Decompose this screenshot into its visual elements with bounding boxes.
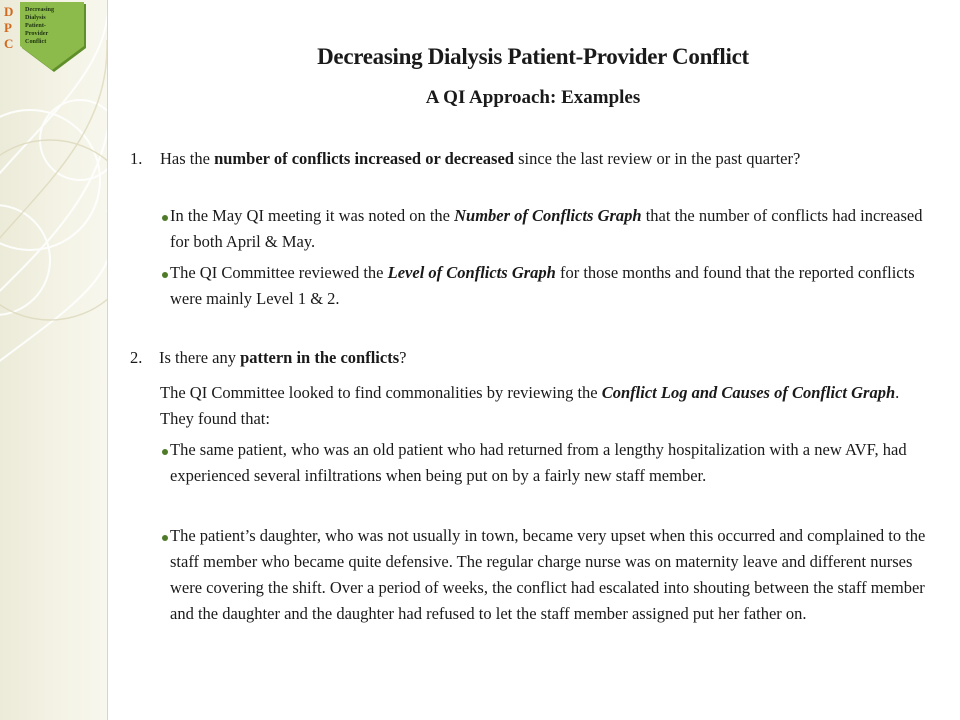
q1-bullet-2: The QI Committee reviewed the Level of Conflicts Graph for those months and found that the reported conflicts were mainly Level 1 & 2. bbox=[170, 263, 915, 308]
logo-badge-line: Provider bbox=[25, 30, 49, 37]
q1-bullet-1: In the May QI meeting it was noted on the Number of Conflicts Graph that the number of conflicts had increased for both April & May. bbox=[170, 206, 923, 251]
logo-badge-line: Dialysis bbox=[25, 14, 46, 21]
q2-intro: The QI Committee looked to find commonalities by reviewing the Conflict Log and Causes of Conflict Graph. They found that: bbox=[160, 383, 900, 428]
q1-text: Has the number of conflicts increased or decreased since the last review or in the past quarter? bbox=[160, 149, 801, 168]
logo-badge-line: Conflict bbox=[25, 38, 47, 45]
logo-letter-p: P bbox=[4, 20, 12, 35]
q2-bullet-1: The same patient, who was an old patient who had returned from a lengthy hospitalization with a new AVF, had experienced several infiltrations when being put on by a fairly new staff member. bbox=[170, 440, 907, 485]
bullet-dot bbox=[162, 535, 168, 541]
bullet-dot bbox=[162, 272, 168, 278]
q1-number: 1. bbox=[130, 149, 143, 168]
slide-title: Decreasing Dialysis Patient-Provider Conflict bbox=[317, 44, 749, 69]
logo-badge-line: Decreasing bbox=[25, 6, 55, 13]
q2-text: Is there any pattern in the conflicts? bbox=[159, 348, 407, 367]
q2-number: 2. bbox=[130, 348, 143, 367]
logo-letter-c: C bbox=[4, 36, 14, 51]
bullet-dot bbox=[162, 449, 168, 455]
bullet-dot bbox=[162, 215, 168, 221]
slide-subtitle: A QI Approach: Examples bbox=[425, 87, 641, 108]
q2-bullet-2: The patient’s daughter, who was not usually in town, became very upset when this occurred and complained to the staff member who became quite defensive. The regular charge nurse was on maternity leave and different nurses were covering the shift. Over a period of weeks, the conflict had escalated into shouting between the staff member and the daughter and the daughter had refused to let the staff member assigned put her father on. bbox=[170, 526, 926, 623]
logo-badge-line: Patient- bbox=[25, 22, 46, 29]
logo-letter-d: D bbox=[4, 4, 14, 19]
